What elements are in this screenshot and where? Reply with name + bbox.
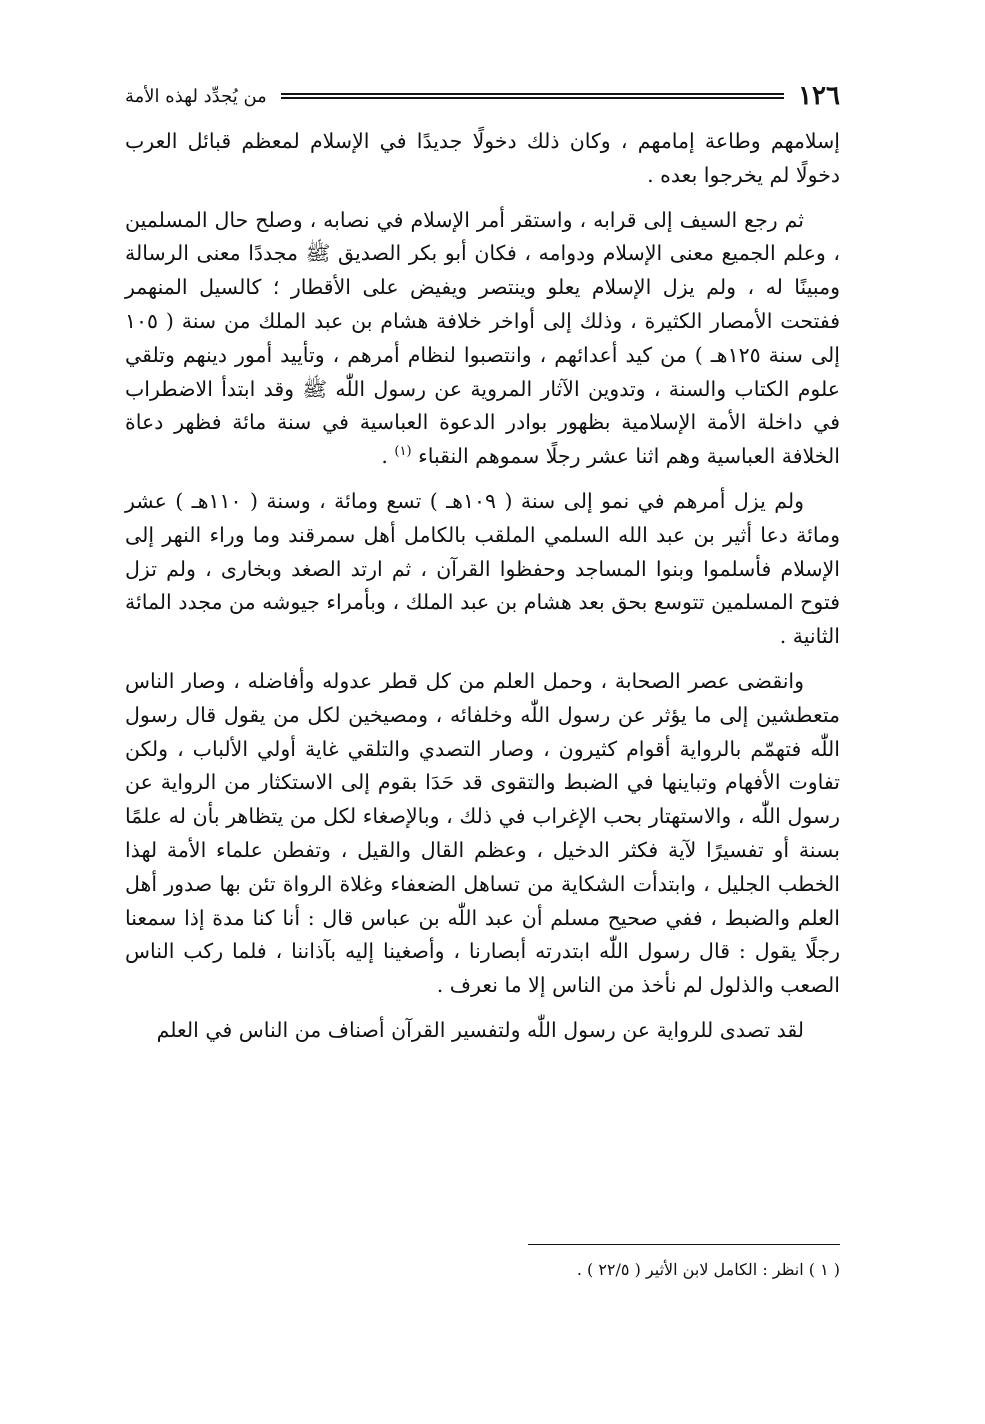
header-rule [281,93,784,99]
body-text [125,125,840,1059]
paragraph-2 [125,204,840,474]
page-number: ١٢٦ [798,81,840,111]
paragraph-3: ولم يزل أمرهم في نمو إلى سنة ( ١٠٩هـ ) تسع ومائة ، وسنة ( ١١٠هـ ) عشر ومائة دعا أثير بن عبد الله السلمي الملقب بالكامل أهل سمرقند وما وراء النهر إلى الإسلام فأسلموا وبنوا المساجد وحفظوا القرآن ، ثم ارتد الصغد وبخارى ، ولم تزل فتوح المسلمين تتوسع بحق بعد هشام بن عبد الملك ، وبأمراء جيوشه من مجدد المائة الثانية . [125,488,840,649]
page-header [125,78,840,114]
paragraph-2-end: . [381,444,388,469]
running-title: من يُجدِّد لهذه الأمة [125,85,267,107]
paragraph-2-text: ثم رجع السيف إلى قرابه ، واستقر أمر الإسلام في نصابه ، وصلح حال المسلمين ، وعلم الجميع معنى الإسلام ودوامه ، فكان أبو بكر الصديق ﷺ مجددًا معنى الرسالة ومبينًا له ، ولم يزل الإسلام يعلو وينتصر ويفيض على الأقطار ؛ كالسيل المنهمر ففتحت الأمصار الكثيرة ، وذلك إلى أواخر خلافة هشام بن عبد الملك من سنة ( ١٠٥ إلى سنة ١٢٥هـ ) من كيد أعدائهم ، وانتصبوا لنظام أمرهم ، وتأييد أمور دينهم وتلقي علوم الكتاب والسنة ، وتدوين الآثار المروية عن رسول اللّٰه ﷺ وقد ابتدأ الاضطراب في داخلة الأمة الإسلامية بظهور بوادر الدعوة العباسية في سنة مائة فظهر دعاة الخلافة العباسية وهم اثنا عشر رجلًا سموهم النقباء [125,207,840,469]
footnote-rule [528,1244,840,1245]
paragraph-4: وانقضى عصر الصحابة ، وحمل العلم من كل قطر عدوله وأفاضله ، وصار الناس متعطشين إلى ما يؤثر عن رسول اللّٰه وخلفائه ، ومصيخين لكل من يقول قال رسول اللّٰه فتهمّم بالرواية أقوام كثيرون ، وصار التصدي والتلقي غاية أولي الألباب ، ولكن تفاوت الأفهام وتباينها في الضبط والتقوى قد حَدَا بقوم إلى الاستكثار من الرواية عن رسول اللّٰه ، والاستهتار بحب الإغراب في ذلك ، وبالإصغاء لكل من يتظاهر بأن له علمًا بسنة أو تفسيرًا لآية فكثر الدخيل ، وعظم القال والقيل ، وتفطن علماء الأمة لهذا الخطب الجليل ، وابتدأت الشكاية من تساهل الضعفاء وغلاة الرواة تئن بها صدور أهل العلم والضبط ، ففي صحيح مسلم أن عبد اللّٰه بن عباس قال : أنا كنا مدة إذا سمعنا رجلًا يقول : قال رسول اللّٰه ابتدرته أبصارنا ، وأصغينا إليه بآذاننا ، فلما ركب الناس الصعب والذلول لم نأخذ من الناس إلا ما نعرف . [125,668,840,998]
footnote: ( ١ ) انظر : الكامل لابن الأثير ( ٢٢/٥ ) . [576,1260,840,1279]
paragraph-1: إسلامهم وطاعة إمامهم ، وكان ذلك دخولًا جديدًا في الإسلام لمعظم قبائل العرب دخولًا لم يخرجوا بعده . [125,129,840,187]
footnote-reference: (١) [394,444,412,460]
paragraph-5: لقد تصدى للرواية عن رسول اللّٰه ولتفسير القرآن أصناف من الناس في العلم [156,1017,804,1042]
